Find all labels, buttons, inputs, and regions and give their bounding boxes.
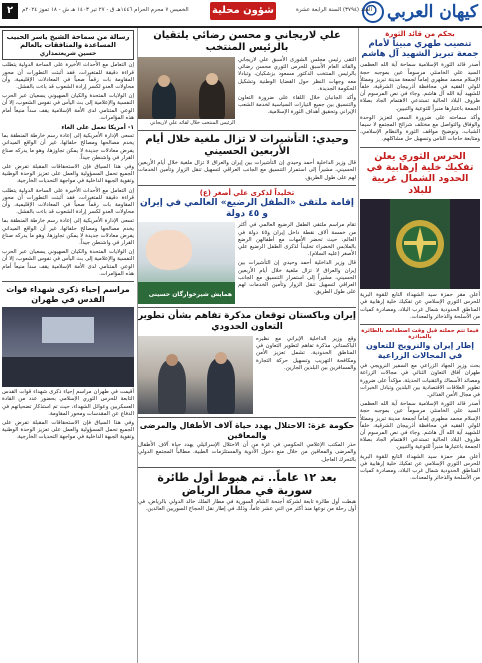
article-body: إن التعامل مع الأحداث الأخيرة على الساحة الدولية يتطلب قراءة دقيقة للمتغيرات، فقد أثبتت التطورات أن محور المقاومة بات رقماً صعباً في المعادلات الإقليمية، وأن محاولات العدو لكسر إرادة الشعوب قد باءت بالفشل. <box>2 62 134 90</box>
photo-overlay-text: همایش شیرخوارگان حسینی <box>148 291 232 299</box>
article-headline[interactable]: تنصيب طهري مبيناً لأمام جمعة تبريز الشهيد آل هاشم <box>361 39 479 60</box>
audience-shape <box>2 357 134 387</box>
divider <box>360 147 480 148</box>
article-body: تسعى الإدارة الأمريكية إلى إعادة رسم خارطة المنطقة بما يخدم مصالحها ومصالح حلفائها، غير أن الواقع الميداني يفرض معادلات جديدة لا يمكن تجاوزها، وهو ما يدركه صناع القرار في واشنطن جيداً. <box>2 218 134 246</box>
article-headline[interactable]: إقامة ملتقى «الطفل الرضيع» العالمي في إيران و ٤٥ دولة <box>140 197 354 219</box>
opinion-box <box>2 30 134 60</box>
divider <box>138 130 356 131</box>
column-divider <box>358 28 359 663</box>
article-body: وقع وزير الداخلية الإيراني مع نظيره الباكستاني مذكرة تفاهم لتطوير التعاون في المناطق الحدودية، تشمل تعزيز الأمن ومكافحة التهريب وتسهيل حركة التجارة والمسافرين بين البلدين الجارين. <box>256 336 356 371</box>
ceremony-photo <box>2 307 134 387</box>
article-kicker: فيما تتم حملته قبل وقت اصطدامه بالطائرة بالمبادرة <box>361 327 479 340</box>
divider <box>138 307 356 308</box>
article-headline[interactable]: رسالة من سماحة الشيخ ياسر الحبيب المساعدة والمنافقات بالعالم <box>6 33 130 50</box>
article-body: أقيمت في طهران مراسم إحياء ذكرى شهداء قوات القدس التابعة للحرس الثوري الإسلامي بحضور عدد من القادة العسكريين وعوائل الشهداء، حيث تم استذكار تضحياتهم في الدفاع عن المقدسات ومحور المقاومة. <box>2 389 134 417</box>
article-body: حذر المكتب الإعلامي الحكومي في غزة من أن الاحتلال الإسرائيلي يهدد حياة آلاف الأطفال والمرضى والمعاقين من خلال منع دخول الأدوية والمستلزمات الطبية، مطالباً المجتمع الدولي بالتحرك العاجل. <box>138 442 356 463</box>
article-headline[interactable]: إطار إيران والنرويج للتعاون في المجالات الزراعية <box>365 340 475 360</box>
infant-shape <box>146 230 192 270</box>
article-kicker: تخليداً لذكرى علي أصغر (ع) <box>199 188 295 197</box>
page-number: ٢ <box>2 3 18 19</box>
author-name: حسين شريعتمداري <box>39 50 97 58</box>
screen-shape <box>42 317 94 343</box>
article-body: وأكد سماحته على ضرورة السعي لتعزيز الوحدة والوفاق والتواصل مع مختلف شرائح المجتمع لا سيما الشباب، وتوضيح مواقف الثورة والنظام الإسلامي، ومتابعة حاجات الناس وتسهيل حل مشاكلهم. <box>360 114 480 143</box>
divider <box>138 467 356 468</box>
article-body: تقام مراسم ملتقى الطفل الرضيع العالمي في أكثر من خمسة آلاف نقطة داخل إيران و٤٥ دولة في العالم، حيث تحضر الأمهات مع أطفالهن الرضع بالملابس الخضراء تخليداً لذكرى الطفل الرضيع علي الأصغر (عليه السلام). <box>238 222 356 258</box>
newspaper-logo[interactable] <box>362 1 478 23</box>
handshake-photo <box>138 336 253 414</box>
divider <box>138 417 356 418</box>
left-column <box>2 28 134 663</box>
divider <box>138 185 356 186</box>
emblem-icon <box>360 199 480 289</box>
article-headline[interactable]: مراسم إحياء ذكرى شهداء قوات القدس في طهران <box>6 284 130 304</box>
photo-caption: الرئيس المنتخب خلال لقائه علي لاريجاني <box>150 120 235 126</box>
article-headline[interactable]: إيران وباكستان توقعان مذكرة تفاهم بشأن تطوير التعاون الحدودي <box>138 311 356 333</box>
irgc-emblem-photo <box>360 199 480 289</box>
article-body: أعلن مقر حمزة سيد الشهداء التابع للقوة البرية للحرس الثوري الإسلامي عن تفكيك خلية إرهابية في المناطق الحدودية شمال غرب البلاد، ومصادرة كميات من الأسلحة والذخائر والمعدات. <box>360 292 480 320</box>
divider <box>2 281 134 282</box>
article-headline[interactable]: علي لاريجاني و محسن رضائي يلتقيان بالرئيس المنتخب <box>153 30 341 53</box>
article-headline[interactable]: بعد ١٢ عاماً.. تم هبوط أول طائرة سورية في مطار الرياض <box>157 470 337 497</box>
meeting-photo <box>138 57 235 119</box>
article-body: وفي هذا السياق فإن الاستحقاقات المقبلة تفرض على الجميع تحمل المسؤولية والعمل على تعزيز الوحدة الوطنية وتقوية الجبهة الداخلية في مواجهة التحديات الخارجية. <box>2 163 134 185</box>
logo-text: كيهان العربي <box>386 2 478 22</box>
article-body: وأكد الجانبان خلال اللقاء على ضرورة التعاون والتنسيق بين جميع التيارات السياسية لخدمة الشعب الإيراني وتحقيق أهداف الثورة الإسلامية. <box>238 95 356 116</box>
article-body: هبطت أول طائرة تابعة لشركة أجنحة الشام السورية في مطار الملك خالد الدولي بالرياض، في أول رحلة من نوعها منذ أكثر من اثني عشر عاماً، وذلك في إطار نقل الحجاج السوريين العائدين. <box>138 499 356 513</box>
article-body: قال وزير الداخلية أحمد وحيدي إن التأشيرات بين إيران والعراق لا تزال ملغية خلال أيام الأربعين الحسيني، مشيراً إلى استمرار التنسيق مع الجانب العراقي لتسهيل تنقل الزوار وتأمين الخدمات لهم على طول الطريق. <box>138 160 356 181</box>
article-headline[interactable]: وحيدي: التأشيرات لا تزال ملغية خلال أيام الأربعين الحسيني <box>145 134 349 158</box>
section-tab: شؤون محلية <box>210 2 276 20</box>
article-headline[interactable]: الحرس الثوري يعلن تفكيك خلية إرهابية في الحدود الشمال غربية للبلاد <box>366 150 474 196</box>
middle-column <box>138 28 356 663</box>
masthead <box>0 0 482 28</box>
article-headline[interactable]: حكومة غزة: الاحتلال يهدد حياة آلاف الأطفال والمرضى والمعاقين <box>139 421 355 440</box>
article-body: إن الولايات المتحدة والكيان الصهيوني يسعيان عبر الحرب النفسية والإعلامية إلى بث اليأس في نفوس الشعوب، إلا أن الوعي المتنامي لدى الأمة الإسلامية يقف سداً منيعاً أمام هذه المؤامرات. <box>2 249 134 277</box>
article-body: تسعى الإدارة الأمريكية إلى إعادة رسم خارطة المنطقة بما يخدم مصالحها ومصالح حلفائها، غير أن الواقع الميداني يفرض معادلات جديدة لا يمكن تجاوزها، وهو ما يدركه صناع القرار في واشنطن جيداً. <box>2 133 134 161</box>
issue-info: العدد (٣٧٩٤) السنة الرابعة عشرة <box>295 7 372 13</box>
article-body: إن الولايات المتحدة والكيان الصهيوني يسعيان عبر الحرب النفسية والإعلامية إلى بث اليأس في نفوس الشعوب، إلا أن الوعي المتنامي لدى الأمة الإسلامية يقف سداً منيعاً أمام هذه المؤامرات. <box>2 93 134 121</box>
article-body: بحث وزير الجهاد الزراعي مع السفير النرويجي في طهران آفاق التعاون الثنائي في مجالات الزراعة ومصائد الأسماك والتقنيات الحديثة، مؤكداً على ضرورة تطوير العلاقات الاقتصادية بين البلدين وتبادل الخبرات في مجال الأمن الغذائي. <box>360 363 480 398</box>
article-body: قال وزير الداخلية أحمد وحيدي إن التأشيرات بين إيران والعراق لا تزال ملغية خلال أيام الأربعين الحسيني، مشيراً إلى استمرار التنسيق مع الجانب العراقي لتسهيل تنقل الزوار وتأمين الخدمات لهم على طول الطريق. <box>238 260 356 296</box>
divider <box>360 324 480 325</box>
article-subhead: ١- أمريكا تعمل على الغاء <box>61 123 134 131</box>
right-column <box>360 28 480 663</box>
article-body: وفي هذا السياق فإن الاستحقاقات المقبلة تفرض على الجميع تحمل المسؤولية والعمل على تعزيز الوحدة الوطنية وتقوية الجبهة الداخلية في مواجهة التحديات الخارجية. <box>2 419 134 441</box>
date-line: الخميس ٧ محرم الحرام ١٤٤٦هـ ق - ٢٧ تير ١٤٠٣ هـ ش - ١٨ تموز ٢٠٢٤م <box>22 7 189 13</box>
article-body: أصدر قائد الثورة الإسلامية سماحة آية الله العظمى السيد علي الخامنئي مرسوماً عين بموجبه حجة الإسلام محمد مطهري إماماً لجمعة مدينة تبريز وممثلاً للولي الفقيه في محافظة أذربيجان الشرقية، خلفاً للشهيد آية الله آل هاشم. وجاء في نص المرسوم أن ظروف البلاد الحالية تستدعي الاهتمام الجاد بصلاة الجمعة باعتبارها منبراً للتوعية والتبيين. <box>360 62 480 112</box>
article-body: إن التعامل مع الأحداث الأخيرة على الساحة الدولية يتطلب قراءة دقيقة للمتغيرات، فقد أثبتت التطورات أن محور المقاومة بات رقماً صعباً في المعادلات الإقليمية، وأن محاولات العدو لكسر إرادة الشعوب قد باءت بالفشل. <box>2 187 134 216</box>
article-body: أصدر قائد الثورة الإسلامية سماحة آية الله العظمى السيد علي الخامنئي مرسوماً عين بموجبه حجة الإسلام محمد مطهري إماماً لجمعة مدينة تبريز وممثلاً للولي الفقيه في محافظة أذربيجان الشرقية، خلفاً للشهيد آية الله آل هاشم. وجاء في نص المرسوم أن ظروف البلاد الحالية تستدعي الاهتمام الجاد بصلاة الجمعة باعتبارها منبراً للتوعية والتبيين. <box>360 401 480 451</box>
article-kicker: بحكم من قائد الثورة <box>385 30 455 38</box>
article-body: التقى رئيس مجلس الشورى الأسبق علي لاريجاني والقائد العام الأسبق للحرس الثوري محسن رضائي بالرئيس المنتخب الدكتور مسعود بزشكيان، وتبادلا معه وجهات النظر حول القضايا الوطنية وتشكيل الحكومة الجديدة. <box>238 57 356 92</box>
infant-photo <box>138 222 235 304</box>
article-body: أعلن مقر حمزة سيد الشهداء التابع للقوة البرية للحرس الثوري الإسلامي عن تفكيك خلية إرهابية في المناطق الحدودية شمال غرب البلاد، ومصادرة كميات من الأسلحة والذخائر والمعدات. <box>360 453 480 482</box>
